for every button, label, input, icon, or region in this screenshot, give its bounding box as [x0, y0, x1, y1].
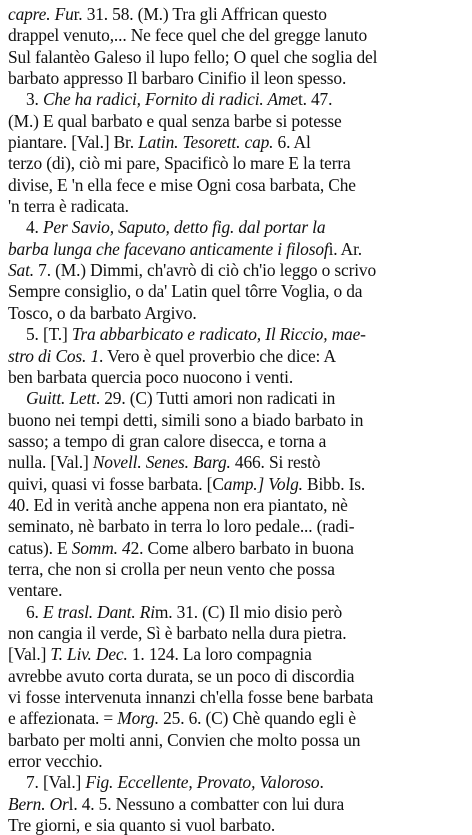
- text-line: sasso; a tempo di gran calore disecca, e torna a: [8, 430, 327, 451]
- paragraph-sense-4: [8, 217, 464, 324]
- text-line: drappel venuto,... Ne fece quel che del gregge lanuto: [8, 25, 368, 46]
- text-line: 3. Che ha radici, Fornito di radici. Amet. 47.: [26, 89, 333, 110]
- text-line: vi fosse intervenuta innanzi ch'ella fosse bene barbata: [8, 687, 374, 707]
- text-line: 6. E trasl. Dant. Rim. 31. (C) Il mio disio però: [26, 601, 342, 622]
- text-line: ben barbata quercia poco nuocono i venti.: [8, 366, 294, 387]
- dictionary-text: [8, 4, 464, 835]
- text-line: Tosco, o da barbato Argivo.: [8, 302, 197, 323]
- paragraph-sense-7: [8, 772, 464, 835]
- text-line: e affezionata. = Morg. 25. 6. (C) Chè quando egli è: [8, 708, 356, 729]
- text-line: divise, E 'n ella fece e mise Ogni cosa barbata, Che: [8, 174, 356, 195]
- text-line: stro di Cos. 1. Vero è quel proverbio che dice: A: [8, 345, 336, 366]
- paragraph-citation-guitt: [8, 388, 464, 601]
- text-line: barbato appresso Il barbaro Cinifio il leon spesso.: [8, 68, 347, 89]
- text-line: 4. Per Savio, Saputo, detto fig. dal portar la: [26, 217, 326, 238]
- text-line: [Val.] T. Liv. Dec. 1. 124. La loro compagnia: [8, 644, 312, 665]
- text-line: non cangia il verde, Sì è barbato nella dura pietra.: [8, 622, 347, 643]
- text-line: Sul falantèo Galeso il lupo fello; O quel che soglia del: [8, 46, 378, 67]
- text-line: nulla. [Val.] Novell. Senes. Barg. 466. Si restò: [8, 452, 321, 473]
- text-line: 5. [T.] Tra abbarbicato e radicato, Il Riccio, mae-: [26, 324, 366, 345]
- text-line: Guitt. Lett. 29. (C) Tutti amori non radicati in: [26, 388, 336, 409]
- text-line: terzo (di), ciò mi pare, Spacificò lo mare E la terra: [8, 153, 351, 174]
- text-line: Sempre consiglio, o da' Latin quel tôrre Voglia, o da: [8, 281, 363, 302]
- text-line: (M.) E qual barbato e qual senza barbe si potesse: [8, 110, 342, 131]
- text-line: capre. Fur. 31. 58. (M.) Tra gli Affrican questo: [8, 4, 327, 24]
- paragraph-sense-3: [8, 89, 464, 217]
- text-line: buono nei tempi detti, simili sono a biado barbato in: [8, 409, 364, 430]
- text-line: barbato per molti anni, Convien che molto possa un: [8, 729, 361, 750]
- paragraph-entry-continuation: [8, 4, 464, 89]
- text-line: 40. Ed in verità anche appena non era piantato, nè: [8, 494, 348, 515]
- text-line: barba lunga che facevano anticamente i filosofi. Ar.: [8, 238, 362, 259]
- text-line: piantare. [Val.] Br. Latin. Tesorett. cap. 6. Al: [8, 132, 311, 153]
- text-line: ventare.: [8, 580, 63, 601]
- text-line: 7. [Val.] Fig. Eccellente, Provato, Valoroso.: [26, 772, 324, 793]
- text-line: avrebbe avuto corta durata, se un poco di discordia: [8, 665, 355, 686]
- paragraph-sense-6: [8, 602, 464, 773]
- text-line: Tre giorni, e sia quanto si vuol barbato.: [8, 815, 276, 835]
- paragraph-sense-5: [8, 324, 464, 388]
- text-line: catus). E Somm. 42. Come albero barbato in buona: [8, 537, 354, 558]
- text-line: Bern. Orl. 4. 5. Nessuno a combatter con lui dura: [8, 793, 345, 814]
- text-line: Sat. 7. (M.) Dimmi, ch'avrò di ciò ch'io leggo o scrivo: [8, 260, 376, 281]
- text-line: seminato, nè barbato in terra lo loro pedale... (radi-: [8, 516, 355, 537]
- text-line: error vecchio.: [8, 751, 103, 772]
- text-line: 'n terra è radicata.: [8, 196, 129, 217]
- text-line: quivi, quasi vi fosse barbata. [Camp.] Volg. Bibb. Is.: [8, 473, 366, 494]
- text-line: terra, che non si crolla per neun vento che possa: [8, 558, 335, 579]
